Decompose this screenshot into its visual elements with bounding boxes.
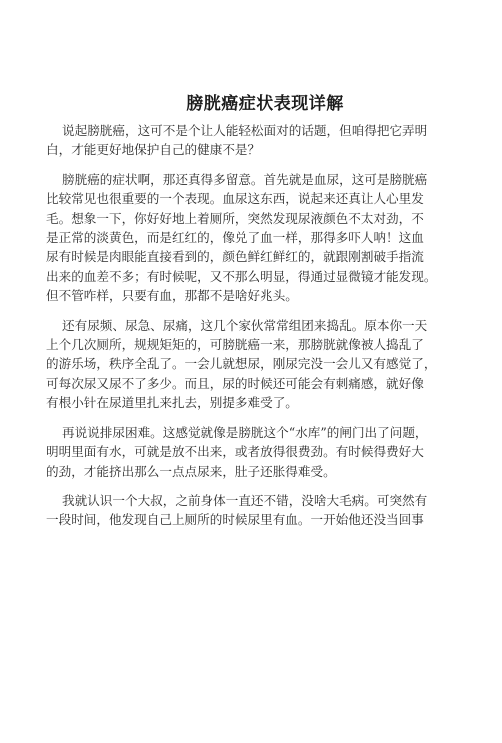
text-line: 明明里面有水，可就是放不出来，或者放得很费劲。有时候得费好大	[46, 444, 424, 460]
paragraph-frequency	[46, 316, 472, 413]
text-line: 但不管咋样，只要有血，那都不是啥好兆头。	[46, 288, 298, 304]
text-line: 的劲，才能挤出那么一点点尿来，肚子还胀得难受。	[46, 463, 336, 479]
text-line: 毛。想象一下，你好好地上着厕所，突然发现尿液颜色不太对劲，不	[46, 210, 424, 226]
text-line: 的游乐场，秩序全乱了。一会儿就想尿，刚尿完没一会儿又有感觉了，	[46, 356, 437, 372]
text-line: 可每次尿又尿不了多少。而且，尿的时候还可能会有刺痛感，就好像	[46, 375, 424, 391]
document-page	[0, 94, 502, 743]
text-line: 白，才能更好地保护自己的健康不是？	[46, 142, 261, 158]
text-line: 膀胱癌的症状啊，那还真得多留意。首先就是血尿，这可是膀胱癌	[62, 171, 428, 187]
text-line: 再说说排尿困难。这感觉就像是膀胱这个“水库”的闸门出了问题，	[62, 424, 428, 440]
paragraph-difficulty	[46, 423, 472, 481]
text-line: 一段时间，他发现自己上厕所的时候尿里有血。一开始他还没当回事	[46, 512, 424, 528]
text-line: 尿有时候是肉眼能直接看到的，颜色鲜红鲜红的，就跟刚割破手指流	[46, 249, 424, 265]
text-line: 说起膀胱癌，这可不是个让人能轻松面对的话题，但咱得把它弄明	[62, 123, 428, 138]
text-line: 是正常的淡黄色，而是红红的，像兑了血一样，那得多吓人呐！这血	[46, 230, 424, 246]
paragraph-intro	[46, 121, 472, 160]
document-title: 膀胱癌症状表现详解	[186, 94, 344, 114]
paragraph-anecdote	[46, 491, 472, 530]
text-line: 比较常见也很重要的一个表现。血尿这东西，说起来还真让人心里发	[46, 191, 424, 207]
text-line: 有根小针在尿道里扎来扎去，别提多难受了。	[46, 395, 298, 411]
paragraph-hematuria	[46, 170, 472, 306]
text-line: 出来的血差不多；有时候呢，又不那么明显，得通过显微镜才能发现。	[46, 268, 437, 284]
text-line: 我就认识一个大叔，之前身体一直还不错，没啥大毛病。可突然有	[62, 492, 428, 508]
text-line: 还有尿频、尿急、尿痛，这几个家伙常常组团来捣乱。原本你一天	[62, 317, 428, 333]
text-line: 上个几次厕所，规规矩矩的，可膀胱癌一来，那膀胱就像被人捣乱了	[46, 337, 424, 353]
